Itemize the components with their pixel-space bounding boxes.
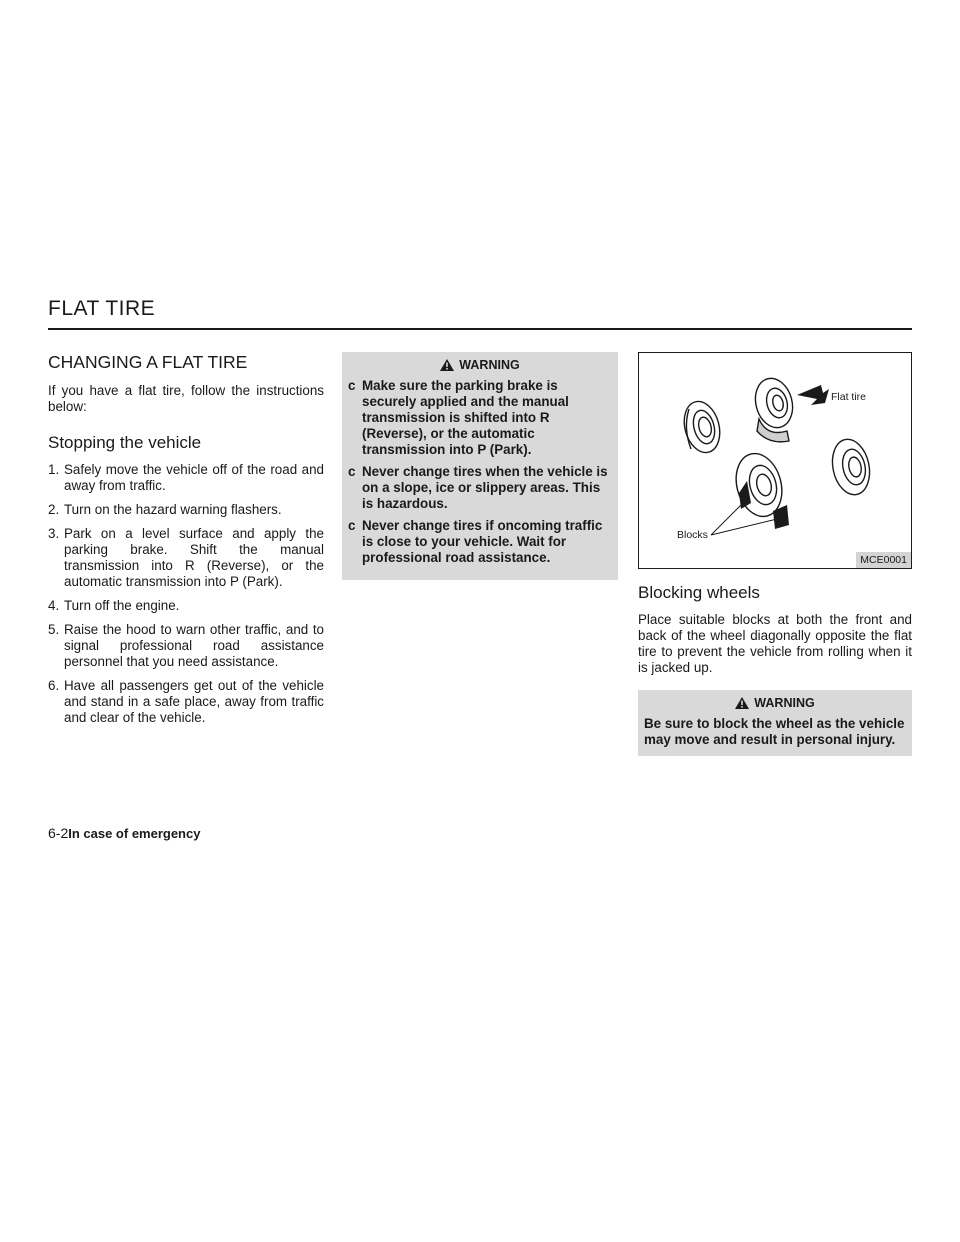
warning-box <box>342 352 618 580</box>
step-number: 1. <box>48 462 60 477</box>
page-number: 6-2 <box>48 825 69 841</box>
warning-item-text: Never change tires if oncoming traffic is close to your vehicle. Wait for professional road assistance. <box>362 518 603 565</box>
warning-list <box>348 378 612 566</box>
wheel-blocking-illustration <box>638 352 912 569</box>
step-text: Turn off the engine. <box>64 598 180 613</box>
list-item <box>48 598 324 614</box>
warning-triangle-icon <box>735 697 749 709</box>
page-footer <box>48 825 200 841</box>
step-text: Park on a level surface and apply the parking brake. Shift the manual transmission into R (Reverse), or the automatic transmission into P (Park). <box>64 526 324 589</box>
list-item <box>348 464 612 512</box>
list-item <box>348 518 612 566</box>
warning-item-text: Never change tires when the vehicle is on a slope, ice or slippery areas. This is hazardous. <box>362 464 608 511</box>
step-number: 3. <box>48 526 60 541</box>
column-middle <box>342 352 618 580</box>
column-left <box>48 352 324 734</box>
list-item <box>48 526 324 590</box>
column-right <box>638 352 912 756</box>
section-title: FLAT TIRE <box>48 297 156 320</box>
subheading-blocking: Blocking wheels <box>638 583 760 602</box>
warning-title: WARNING <box>459 358 520 372</box>
bullet-icon: c <box>348 464 356 479</box>
step-number: 6. <box>48 678 60 693</box>
warning-triangle-icon <box>440 359 454 371</box>
label-blocks: Blocks <box>677 529 708 541</box>
label-flat-tire: Flat tire <box>831 391 867 403</box>
warning-header <box>348 356 612 374</box>
list-item <box>348 378 612 458</box>
step-text: Safely move the vehicle off of the road and away from traffic. <box>64 462 324 493</box>
step-text: Turn on the hazard warning flashers. <box>64 502 282 517</box>
page-heading: CHANGING A FLAT TIRE <box>48 352 248 372</box>
bullet-icon: c <box>348 518 356 533</box>
list-item <box>48 678 324 726</box>
warning-header <box>644 694 906 712</box>
warning-item-text: Make sure the parking brake is securely applied and the manual transmission is shifted into R (Reverse), or the automatic transmission into P (Park). <box>362 378 569 457</box>
bullet-icon: c <box>348 378 356 393</box>
warning-box-2 <box>638 690 912 756</box>
list-item <box>48 502 324 518</box>
figure-code: MCE0001 <box>856 552 911 568</box>
step-number: 2. <box>48 502 60 517</box>
step-text: Raise the hood to warn other traffic, and to signal professional road assistance personnel that you need assistance. <box>64 622 324 669</box>
step-number: 4. <box>48 598 60 613</box>
step-text: Have all passengers get out of the vehicle and stand in a safe place, away from traffic and clear of the vehicle. <box>64 678 324 725</box>
chapter-name: In case of emergency <box>68 826 201 841</box>
step-number: 5. <box>48 622 60 637</box>
subheading-stopping: Stopping the vehicle <box>48 433 202 452</box>
blocking-paragraph: Place suitable blocks at both the front and back of the wheel diagonally opposite the flat tire to prevent the vehicle from rolling when it is jacked up. <box>638 612 912 675</box>
warning-text: Be sure to block the wheel as the vehicle may move and result in personal injury. <box>644 716 905 747</box>
steps-list <box>48 462 324 726</box>
section-divider <box>48 328 912 330</box>
list-item <box>48 462 324 494</box>
warning-title: WARNING <box>754 696 815 710</box>
list-item <box>48 622 324 670</box>
intro-paragraph: If you have a flat tire, follow the instructions below: <box>48 383 324 414</box>
